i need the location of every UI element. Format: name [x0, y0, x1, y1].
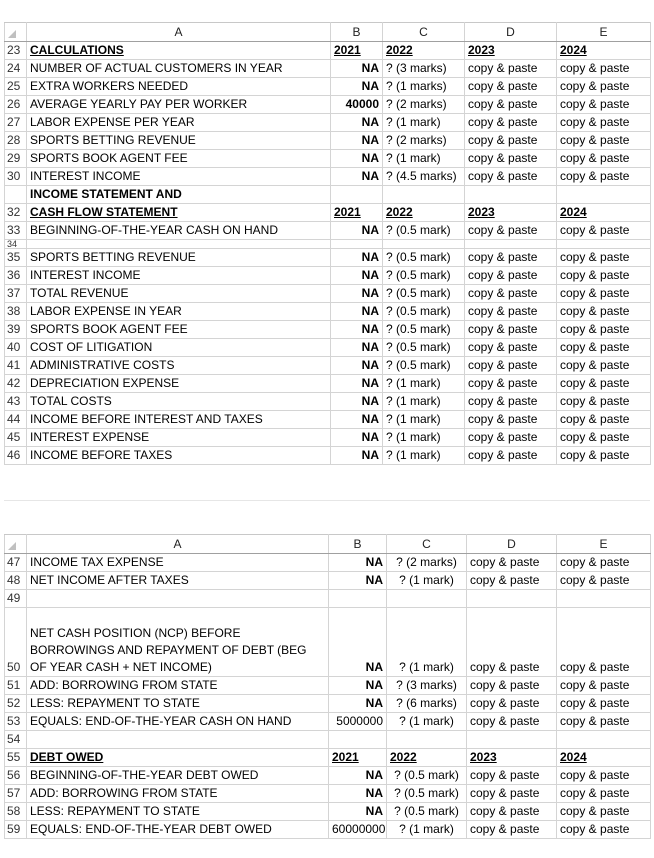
row-number[interactable]	[5, 186, 27, 204]
cell-d[interactable]	[467, 731, 557, 749]
grid-top	[4, 22, 651, 465]
cell-c[interactable]: ? (1 mark)	[383, 447, 465, 465]
column-header-b[interactable]: B	[331, 23, 383, 42]
cell-e[interactable]: copy & paste	[557, 339, 651, 357]
row-number[interactable]: 32	[5, 204, 27, 222]
cell-d[interactable]: 2023	[467, 749, 557, 767]
cell-a[interactable]: NET CASH POSITION (NCP) BEFORE BORROWINGS AND REPAYMENT OF DEBT (BEG OF YEAR CASH + NET INCOME)	[27, 608, 329, 677]
row-number[interactable]: 51	[5, 677, 27, 695]
cell-e[interactable]: copy & paste	[557, 321, 651, 339]
cell-b[interactable]: 2021	[329, 749, 387, 767]
cell-b[interactable]: NA	[331, 285, 383, 303]
row-number[interactable]: 45	[5, 429, 27, 447]
cell-b[interactable]: 2021	[331, 204, 383, 222]
table-row	[5, 590, 651, 608]
cell-c[interactable]: ? (4.5 marks)	[383, 168, 465, 186]
cell-d[interactable]: copy & paste	[465, 285, 557, 303]
cell-a[interactable]: EXTRA WORKERS NEEDED	[27, 78, 331, 96]
cell-b[interactable]: NA	[331, 267, 383, 285]
cell-e[interactable]	[557, 240, 651, 249]
table-row	[5, 186, 651, 204]
cell-c[interactable]: 2022	[383, 42, 465, 60]
cell-c[interactable]	[387, 590, 467, 608]
table-row	[5, 114, 651, 132]
column-header-a[interactable]: A	[27, 23, 331, 42]
cell-d[interactable]: copy & paste	[467, 554, 557, 572]
cell-e[interactable]: copy & paste	[557, 114, 651, 132]
table-row	[5, 429, 651, 447]
row-number[interactable]: 46	[5, 447, 27, 465]
row-number[interactable]: 54	[5, 731, 27, 749]
cell-d[interactable]: copy & paste	[467, 572, 557, 590]
cell-e[interactable]: copy & paste	[557, 267, 651, 285]
table-row	[5, 554, 651, 572]
table-row	[5, 357, 651, 375]
cell-c[interactable]: ? (1 mark)	[387, 572, 467, 590]
table-row	[5, 731, 651, 749]
cell-a[interactable]: NET INCOME AFTER TAXES	[27, 572, 329, 590]
select-all-triangle-icon	[8, 30, 16, 38]
select-all-corner[interactable]	[5, 535, 27, 554]
cell-e[interactable]: copy & paste	[557, 608, 651, 677]
row-number[interactable]: 40	[5, 339, 27, 357]
divider	[4, 500, 650, 501]
cell-e[interactable]: copy & paste	[557, 572, 651, 590]
cell-b[interactable]: NA	[331, 393, 383, 411]
table-row	[5, 608, 651, 677]
cell-d[interactable]: 2023	[465, 42, 557, 60]
cell-e[interactable]: copy & paste	[557, 285, 651, 303]
cell-a[interactable]: CASH FLOW STATEMENT	[27, 204, 331, 222]
cell-d[interactable]	[467, 590, 557, 608]
cell-e[interactable]: copy & paste	[557, 60, 651, 78]
cell-b[interactable]	[331, 186, 383, 204]
cell-e[interactable]: copy & paste	[557, 375, 651, 393]
cell-c[interactable]: ? (1 mark)	[387, 713, 467, 731]
cell-e[interactable]: copy & paste	[557, 393, 651, 411]
row-number[interactable]: 24	[5, 60, 27, 78]
table-row	[5, 78, 651, 96]
column-header-b[interactable]: B	[329, 535, 387, 554]
row-number[interactable]: 37	[5, 285, 27, 303]
cell-b[interactable]: NA	[331, 168, 383, 186]
row-number[interactable]: 29	[5, 150, 27, 168]
cell-d[interactable]: copy & paste	[465, 429, 557, 447]
cell-c[interactable]: ? (0.5 mark)	[383, 339, 465, 357]
cell-c[interactable]: ? (2 marks)	[383, 132, 465, 150]
cell-a[interactable]: ADMINISTRATIVE COSTS	[27, 357, 331, 375]
cell-d[interactable]: copy & paste	[465, 267, 557, 285]
cell-a[interactable]: SPORTS BOOK AGENT FEE	[27, 321, 331, 339]
table-row	[5, 204, 651, 222]
row-number[interactable]: 53	[5, 713, 27, 731]
table-row	[5, 303, 651, 321]
cell-c[interactable]: ? (0.5 mark)	[387, 803, 467, 821]
row-number[interactable]: 38	[5, 303, 27, 321]
cell-b[interactable]: NA	[331, 321, 383, 339]
row-number[interactable]: 57	[5, 785, 27, 803]
table-row	[5, 321, 651, 339]
cell-c[interactable]: ? (0.5 mark)	[383, 267, 465, 285]
cell-a[interactable]: BEGINNING-OF-THE-YEAR CASH ON HAND	[27, 222, 331, 240]
cell-d[interactable]: copy & paste	[465, 375, 557, 393]
cell-c[interactable]: ? (0.5 mark)	[387, 767, 467, 785]
row-number[interactable]: 23	[5, 42, 27, 60]
table-row	[5, 572, 651, 590]
cell-a[interactable]: INTEREST EXPENSE	[27, 429, 331, 447]
cell-b[interactable]: NA	[329, 803, 387, 821]
cell-c[interactable]: ? (0.5 mark)	[383, 357, 465, 375]
cell-a[interactable]: NUMBER OF ACTUAL CUSTOMERS IN YEAR	[27, 60, 331, 78]
cell-e[interactable]: copy & paste	[557, 96, 651, 114]
cell-c[interactable]: ? (1 mark)	[387, 608, 467, 677]
cell-a[interactable]	[27, 731, 329, 749]
cell-d[interactable]: copy & paste	[465, 303, 557, 321]
cell-a[interactable]: INCOME TAX EXPENSE	[27, 554, 329, 572]
table-row	[5, 785, 651, 803]
cell-b[interactable]: NA	[329, 785, 387, 803]
cell-e[interactable]: copy & paste	[557, 357, 651, 375]
cell-e[interactable]: copy & paste	[557, 78, 651, 96]
table-row	[5, 132, 651, 150]
cell-b[interactable]: NA	[331, 150, 383, 168]
column-header-e[interactable]: E	[557, 23, 651, 42]
cell-d[interactable]: copy & paste	[467, 608, 557, 677]
row-number[interactable]: 28	[5, 132, 27, 150]
row-number[interactable]: 47	[5, 554, 27, 572]
cell-c[interactable]: ? (1 mark)	[383, 411, 465, 429]
row-number[interactable]: 52	[5, 695, 27, 713]
row-number[interactable]: 35	[5, 249, 27, 267]
cell-b[interactable]: NA	[331, 429, 383, 447]
cell-e[interactable]: copy & paste	[557, 821, 651, 839]
cell-e[interactable]: 2024	[557, 204, 651, 222]
cell-b[interactable]: NA	[331, 222, 383, 240]
table-row	[5, 695, 651, 713]
cell-e[interactable]: copy & paste	[557, 249, 651, 267]
cell-c[interactable]: ? (1 marks)	[383, 78, 465, 96]
cell-c[interactable]: 2022	[387, 749, 467, 767]
cell-e[interactable]: copy & paste	[557, 447, 651, 465]
cell-a[interactable]: TOTAL REVENUE	[27, 285, 331, 303]
cell-b[interactable]: 2021	[331, 42, 383, 60]
cell-b[interactable]	[329, 731, 387, 749]
cell-d[interactable]: copy & paste	[465, 447, 557, 465]
cell-d[interactable]: copy & paste	[467, 713, 557, 731]
table-row	[5, 749, 651, 767]
cell-b[interactable]: 5000000	[329, 713, 387, 731]
cell-a[interactable]: ADD: BORROWING FROM STATE	[27, 677, 329, 695]
cell-b[interactable]: NA	[329, 554, 387, 572]
cell-c[interactable]: ? (1 mark)	[387, 821, 467, 839]
cell-a[interactable]: LABOR EXPENSE PER YEAR	[27, 114, 331, 132]
cell-b[interactable]: NA	[329, 695, 387, 713]
cell-b[interactable]	[331, 240, 383, 249]
cell-c[interactable]: ? (0.5 mark)	[383, 222, 465, 240]
cell-c[interactable]: 2022	[383, 204, 465, 222]
row-number[interactable]: 30	[5, 168, 27, 186]
cell-d[interactable]	[465, 240, 557, 249]
cell-e[interactable]	[557, 731, 651, 749]
cell-c[interactable]: ? (1 mark)	[383, 393, 465, 411]
row-number[interactable]: 27	[5, 114, 27, 132]
page-gap	[0, 492, 654, 532]
row-number[interactable]: 55	[5, 749, 27, 767]
cell-a[interactable]: COST OF LITIGATION	[27, 339, 331, 357]
cell-b[interactable]: NA	[331, 303, 383, 321]
row-number[interactable]: 44	[5, 411, 27, 429]
cell-a[interactable]: SPORTS BETTING REVENUE	[27, 132, 331, 150]
cell-a[interactable]: INCOME STATEMENT AND	[27, 186, 331, 204]
table-row	[5, 267, 651, 285]
cell-d[interactable]: copy & paste	[465, 249, 557, 267]
cell-a[interactable]: EQUALS: END-OF-THE-YEAR CASH ON HAND	[27, 713, 329, 731]
cell-c[interactable]	[383, 186, 465, 204]
cell-b[interactable]: NA	[329, 572, 387, 590]
table-row	[5, 677, 651, 695]
column-header-c[interactable]: C	[383, 23, 465, 42]
cell-c[interactable]: ? (3 marks)	[387, 677, 467, 695]
cell-c[interactable]	[387, 731, 467, 749]
table-row	[5, 150, 651, 168]
grid-bottom	[4, 534, 651, 839]
cell-a[interactable]	[27, 590, 329, 608]
cell-d[interactable]: copy & paste	[465, 411, 557, 429]
cell-d[interactable]: copy & paste	[467, 767, 557, 785]
spreadsheet-top	[4, 22, 650, 465]
cell-d[interactable]: copy & paste	[465, 339, 557, 357]
cell-a[interactable]: SPORTS BOOK AGENT FEE	[27, 150, 331, 168]
row-number[interactable]: 34	[5, 240, 27, 249]
cell-a[interactable]	[27, 240, 331, 249]
cell-e[interactable]: copy & paste	[557, 168, 651, 186]
cell-d[interactable]: copy & paste	[465, 60, 557, 78]
cell-e[interactable]: copy & paste	[557, 222, 651, 240]
cell-a[interactable]: CALCULATIONS	[27, 42, 331, 60]
row-number[interactable]: 43	[5, 393, 27, 411]
cell-a[interactable]: INTEREST INCOME	[27, 168, 331, 186]
cell-c[interactable]: ? (3 marks)	[383, 60, 465, 78]
column-header-d[interactable]: D	[465, 23, 557, 42]
cell-a[interactable]: INCOME BEFORE TAXES	[27, 447, 331, 465]
row-number[interactable]: 48	[5, 572, 27, 590]
cell-d[interactable]: copy & paste	[467, 785, 557, 803]
cell-b[interactable]: NA	[331, 357, 383, 375]
cell-b[interactable]: NA	[329, 767, 387, 785]
cell-e[interactable]: copy & paste	[557, 695, 651, 713]
cell-e[interactable]: copy & paste	[557, 677, 651, 695]
cell-d[interactable]: copy & paste	[467, 803, 557, 821]
cell-a[interactable]: DEPRECIATION EXPENSE	[27, 375, 331, 393]
cell-d[interactable]: copy & paste	[465, 222, 557, 240]
table-row	[5, 96, 651, 114]
table-row	[5, 42, 651, 60]
row-number[interactable]: 41	[5, 357, 27, 375]
cell-c[interactable]: ? (0.5 mark)	[383, 321, 465, 339]
cell-d[interactable]: copy & paste	[467, 695, 557, 713]
table-row	[5, 249, 651, 267]
cell-b[interactable]: NA	[331, 339, 383, 357]
cell-b[interactable]	[329, 590, 387, 608]
cell-e[interactable]: copy & paste	[557, 767, 651, 785]
cell-d[interactable]: copy & paste	[465, 132, 557, 150]
cell-d[interactable]: copy & paste	[465, 114, 557, 132]
cell-b[interactable]: 40000	[331, 96, 383, 114]
cell-b[interactable]: NA	[331, 132, 383, 150]
table-row	[5, 447, 651, 465]
cell-e[interactable]	[557, 186, 651, 204]
cell-e[interactable]: 2024	[557, 749, 651, 767]
table-row	[5, 375, 651, 393]
row-number[interactable]: 50	[5, 608, 27, 677]
cell-e[interactable]: copy & paste	[557, 554, 651, 572]
table-row	[5, 393, 651, 411]
cell-c[interactable]: ? (0.5 mark)	[383, 303, 465, 321]
cell-e[interactable]: copy & paste	[557, 132, 651, 150]
cell-d[interactable]: copy & paste	[465, 168, 557, 186]
row-number[interactable]: 59	[5, 821, 27, 839]
row-number[interactable]: 26	[5, 96, 27, 114]
cell-b[interactable]: NA	[329, 608, 387, 677]
cell-a[interactable]: DEBT OWED	[27, 749, 329, 767]
table-row	[5, 821, 651, 839]
cell-b[interactable]: NA	[331, 411, 383, 429]
row-number[interactable]: 36	[5, 267, 27, 285]
cell-e[interactable]: copy & paste	[557, 803, 651, 821]
cell-c[interactable]: ? (0.5 mark)	[387, 785, 467, 803]
cell-a[interactable]: TOTAL COSTS	[27, 393, 331, 411]
cell-b[interactable]: NA	[331, 60, 383, 78]
cell-e[interactable]: copy & paste	[557, 411, 651, 429]
cell-d[interactable]: copy & paste	[465, 96, 557, 114]
cell-d[interactable]: copy & paste	[465, 393, 557, 411]
cell-e[interactable]: copy & paste	[557, 429, 651, 447]
cell-c[interactable]: ? (2 marks)	[387, 554, 467, 572]
cell-a[interactable]: BEGINNING-OF-THE-YEAR DEBT OWED	[27, 767, 329, 785]
cell-c[interactable]	[383, 240, 465, 249]
column-header-row	[5, 23, 651, 42]
row-number[interactable]: 49	[5, 590, 27, 608]
cell-d[interactable]: copy & paste	[465, 150, 557, 168]
cell-c[interactable]: ? (0.5 mark)	[383, 249, 465, 267]
row-number[interactable]: 42	[5, 375, 27, 393]
column-header-e[interactable]: E	[557, 535, 651, 554]
cell-d[interactable]: copy & paste	[467, 821, 557, 839]
cell-a[interactable]: SPORTS BETTING REVENUE	[27, 249, 331, 267]
table-row	[5, 767, 651, 785]
cell-b[interactable]: NA	[331, 375, 383, 393]
row-number[interactable]: 58	[5, 803, 27, 821]
cell-c[interactable]: ? (6 marks)	[387, 695, 467, 713]
column-header-row	[5, 535, 651, 554]
cell-a[interactable]: INCOME BEFORE INTEREST AND TAXES	[27, 411, 331, 429]
cell-e[interactable]: copy & paste	[557, 150, 651, 168]
column-header-c[interactable]: C	[387, 535, 467, 554]
row-number[interactable]: 25	[5, 78, 27, 96]
spreadsheet-bottom	[4, 534, 650, 839]
row-number[interactable]: 39	[5, 321, 27, 339]
cell-d[interactable]: copy & paste	[465, 357, 557, 375]
cell-a[interactable]: EQUALS: END-OF-THE-YEAR DEBT OWED	[27, 821, 329, 839]
column-header-a[interactable]: A	[27, 535, 329, 554]
cell-d[interactable]: copy & paste	[467, 677, 557, 695]
row-number[interactable]: 56	[5, 767, 27, 785]
cell-b[interactable]: NA	[331, 249, 383, 267]
cell-a[interactable]: ADD: BORROWING FROM STATE	[27, 785, 329, 803]
select-all-triangle-icon	[8, 542, 16, 550]
cell-c[interactable]: ? (0.5 mark)	[383, 285, 465, 303]
cell-a[interactable]: INTEREST INCOME	[27, 267, 331, 285]
cell-d[interactable]	[465, 186, 557, 204]
cell-b[interactable]: 60000000	[329, 821, 387, 839]
cell-e[interactable]: copy & paste	[557, 303, 651, 321]
cell-e[interactable]: copy & paste	[557, 785, 651, 803]
cell-d[interactable]: copy & paste	[465, 321, 557, 339]
cell-c[interactable]: ? (1 mark)	[383, 150, 465, 168]
table-row	[5, 803, 651, 821]
cell-c[interactable]: ? (2 marks)	[383, 96, 465, 114]
table-row	[5, 285, 651, 303]
cell-c[interactable]: ? (1 mark)	[383, 429, 465, 447]
cell-e[interactable]: 2024	[557, 42, 651, 60]
cell-b[interactable]: NA	[329, 677, 387, 695]
cell-c[interactable]: ? (1 mark)	[383, 375, 465, 393]
table-row	[5, 339, 651, 357]
cell-d[interactable]: copy & paste	[465, 78, 557, 96]
column-header-d[interactable]: D	[467, 535, 557, 554]
cell-c[interactable]: ? (1 mark)	[383, 114, 465, 132]
cell-a[interactable]: AVERAGE YEARLY PAY PER WORKER	[27, 96, 331, 114]
cell-e[interactable]	[557, 590, 651, 608]
table-row	[5, 60, 651, 78]
cell-b[interactable]: NA	[331, 114, 383, 132]
table-row	[5, 411, 651, 429]
cell-a[interactable]: LESS: REPAYMENT TO STATE	[27, 695, 329, 713]
select-all-corner[interactable]	[5, 23, 27, 42]
cell-a[interactable]: LABOR EXPENSE IN YEAR	[27, 303, 331, 321]
cell-a[interactable]: LESS: REPAYMENT TO STATE	[27, 803, 329, 821]
cell-e[interactable]: copy & paste	[557, 713, 651, 731]
table-row	[5, 168, 651, 186]
table-row	[5, 713, 651, 731]
table-row	[5, 222, 651, 240]
cell-b[interactable]: NA	[331, 78, 383, 96]
row-number[interactable]: 33	[5, 222, 27, 240]
table-row	[5, 240, 651, 249]
cell-d[interactable]: 2023	[465, 204, 557, 222]
cell-b[interactable]: NA	[331, 447, 383, 465]
